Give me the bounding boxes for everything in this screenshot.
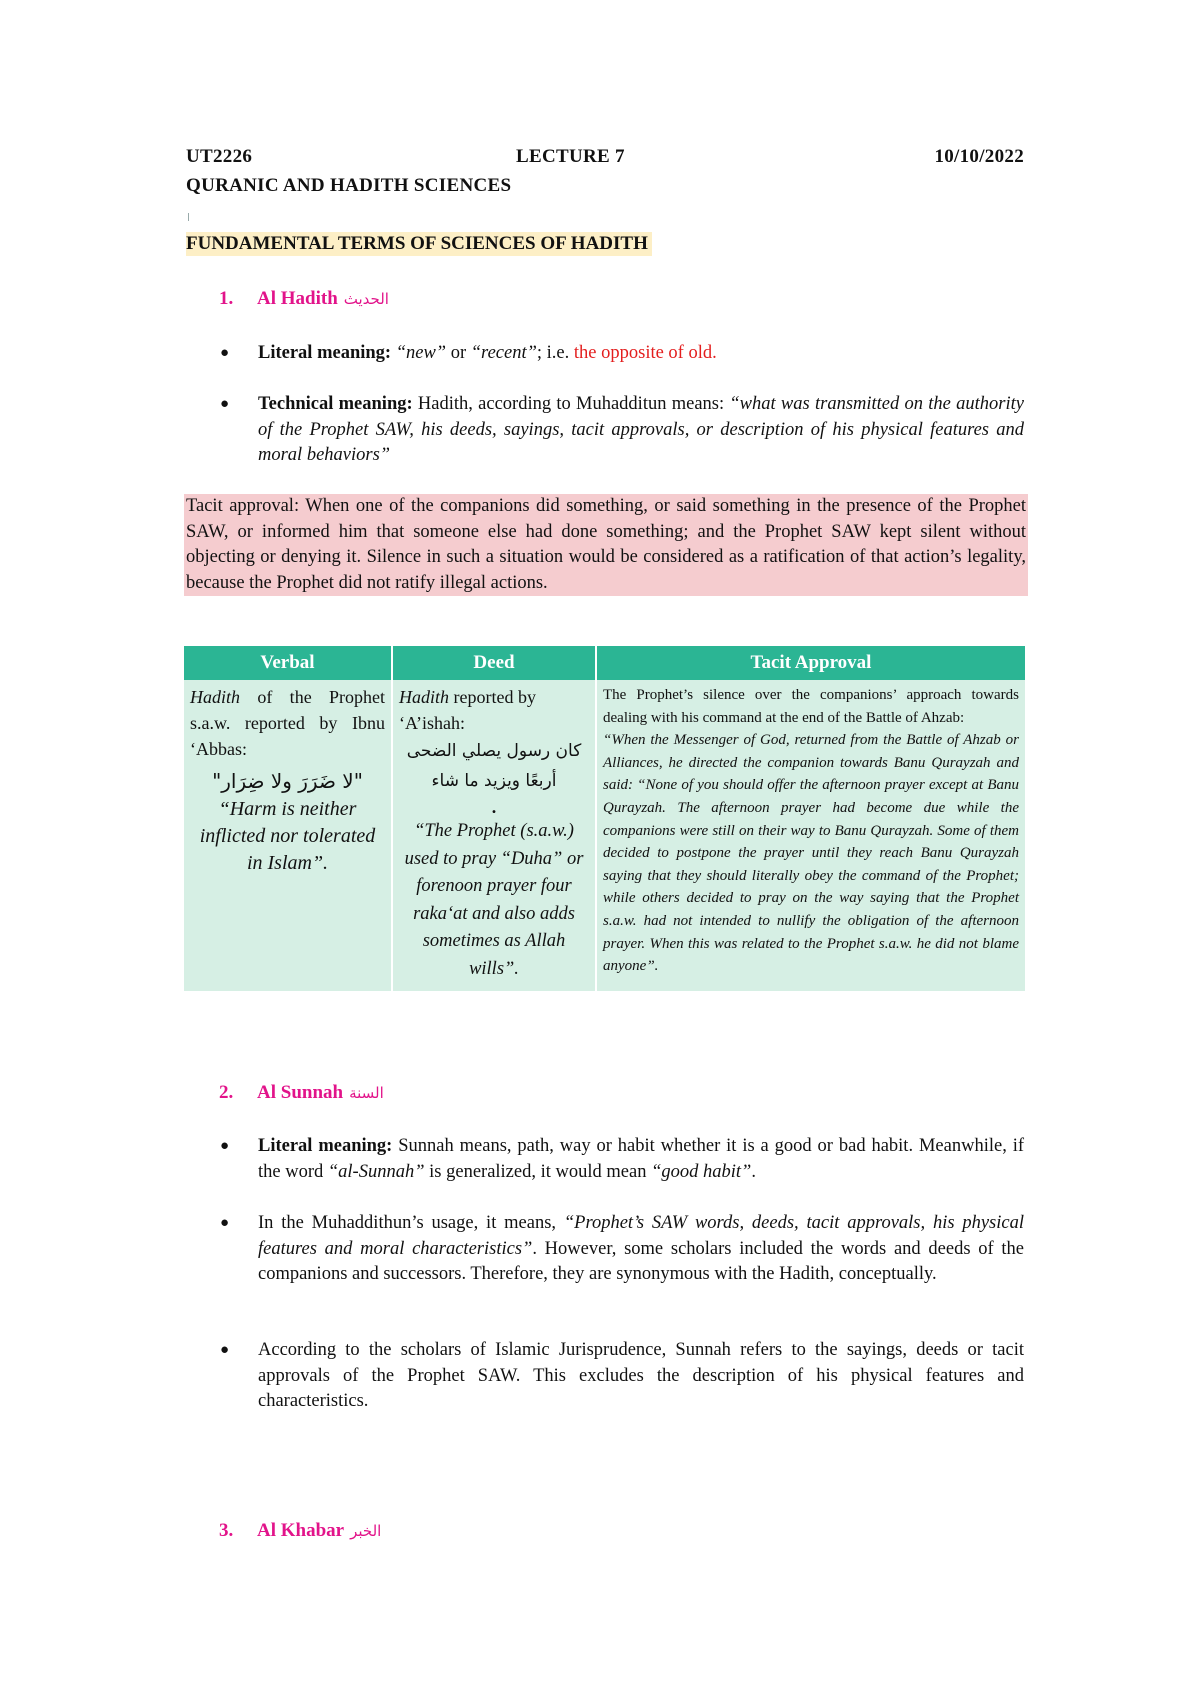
heading-al-hadith xyxy=(219,288,389,310)
heading-arabic: الخبر xyxy=(350,1522,382,1540)
literal-red-text: the opposite of old. xyxy=(573,343,717,363)
literal-quote-good-habit: “good habit” xyxy=(651,1161,752,1182)
heading-number: 1. xyxy=(219,288,234,309)
bullet-icon: ● xyxy=(220,1138,230,1154)
deed-dot: . xyxy=(491,797,497,817)
bullet-icon: ● xyxy=(220,345,230,361)
course-title: QURANIC AND HADITH SCIENCES xyxy=(186,175,512,196)
verbal-intro-rest: of the Prophet s.a.w. reported by Ibnu ‘Abbas: xyxy=(190,687,386,759)
literal-end: . xyxy=(751,1161,756,1182)
literal-quote-new: “new” xyxy=(395,343,447,363)
tacit-cell xyxy=(596,680,1026,991)
bullet-icon: ● xyxy=(220,396,230,412)
literal-label: Literal meaning: xyxy=(258,1136,393,1156)
tacit-approval-note: Tacit approval: When one of the companions did something, or said something in the presence of the Prophet SAW, or informed him that someone else had done something; and the Prophet SAW kept silent without objecting or denying it. Silence in such a situation would be considered as a ratification of that action’s legality, because the Prophet did not ratify illegal actions. xyxy=(184,494,1028,596)
lecture-number: LECTURE 7 xyxy=(516,146,625,167)
deed-intro-rest: reported by ‘A’ishah: xyxy=(399,687,536,733)
heading-arabic: السنة xyxy=(349,1084,384,1102)
literal-text-2: is generalized, it would mean xyxy=(429,1161,647,1182)
usage-text-2: . However, some scholars included the words and deeds of the companions and successors. Therefore, they are synonymous with the Hadith, conceptually. xyxy=(258,1238,1024,1284)
lecture-date: 10/10/2022 xyxy=(934,146,1024,167)
heading-text: Al Sunnah xyxy=(257,1082,344,1103)
usage-quote: “Prophet’s SAW words, deeds, tacit approvals, his physical features and moral characteristics” xyxy=(258,1213,1025,1259)
table-header-verbal: Verbal xyxy=(184,646,392,680)
verbal-intro-italic: Hadith xyxy=(190,687,241,707)
tacit-quote: “When the Messenger of God, returned from the Battle of Ahzab or Alliances, he directed the companion towards Banu Qurayzah and said: “None of you should offer the afternoon prayer except at Banu Qurayzah. The afternoon prayer had become due while the companions were still on their way to Banu Qurayzah. Some of them decided to postpone the prayer until they reach Banu Qurayzah saying that they should literally obey the command of the Prophet; while others decided to pray on the way saying that the Prophet s.a.w. had not intended to nullify the obligation of the afternoon prayer. When this was related to the Prophet s.a.w. he did not blame anyone”. xyxy=(603,732,1019,975)
heading-number: 2. xyxy=(219,1082,234,1103)
literal-ie: ; i.e. xyxy=(536,343,570,363)
heading-al-sunnah xyxy=(219,1082,384,1104)
literal-or: or xyxy=(450,343,467,363)
literal-quote-al-sunnah: “al-Sunnah” xyxy=(327,1161,425,1182)
deed-arabic: كان رسول يصلي الضحى أربعًا ويزيد ما شاء xyxy=(406,741,582,791)
table-header-deed: Deed xyxy=(392,646,596,680)
table-header-tacit: Tacit Approval xyxy=(596,646,1026,680)
literal-text-1: Sunnah means, path, way or habit whether it is a good or bad habit. Meanwhile, if the word xyxy=(258,1136,1025,1182)
heading-number: 3. xyxy=(219,1520,234,1541)
hadith-technical-meaning xyxy=(258,392,1024,469)
sunnah-jurisprudence: According to the scholars of Islamic Jurisprudence, Sunnah refers to the sayings, deeds or tacit approvals of the Prophet SAW. This excludes the description of his physical features and characteristics. xyxy=(258,1340,1024,1411)
literal-quote-recent: “recent” xyxy=(470,343,537,363)
bullet-icon: ● xyxy=(220,1342,230,1358)
hadith-literal-meaning xyxy=(258,341,1024,367)
section-title: FUNDAMENTAL TERMS OF SCIENCES OF HADITH xyxy=(186,232,652,256)
tacit-intro: The Prophet’s silence over the companions’ approach towards dealing with his command at the end of the Battle of Ahzab: xyxy=(603,687,1019,726)
heading-text: Al Khabar xyxy=(257,1520,345,1541)
deed-translation: “The Prophet (s.a.w.) used to pray “Duha” or forenoon prayer four raka‘at and also adds sometimes as Allah wills”. xyxy=(404,821,584,979)
deed-cell xyxy=(392,680,596,991)
verbal-intro xyxy=(190,684,385,762)
literal-label: Literal meaning: xyxy=(258,343,392,363)
verbal-cell xyxy=(184,680,392,991)
bullet-icon: ● xyxy=(220,1215,230,1231)
technical-quote: “what was transmitted on the authority of the Prophet SAW, his deeds, sayings, tacit approvals, or description of his physical features and moral behaviors” xyxy=(258,394,1024,465)
verbal-translation: “Harm is neither inflicted nor tolerated in Islam”. xyxy=(199,798,376,874)
usage-text-1: In the Muhaddithun’s usage, it means, xyxy=(258,1213,557,1233)
hadith-types-table xyxy=(184,646,1027,991)
technical-text: Hadith, according to Muhadditun means: xyxy=(417,394,725,414)
heading-al-khabar xyxy=(219,1520,381,1542)
deed-intro xyxy=(399,684,589,736)
heading-arabic: الحديث xyxy=(343,290,389,308)
heading-text: Al Hadith xyxy=(257,288,338,309)
technical-label: Technical meaning: xyxy=(258,394,413,414)
verbal-arabic: "لا ضَرَرَ ولا ضِرَار" xyxy=(212,769,363,793)
deed-intro-italic: Hadith xyxy=(399,687,450,707)
course-code: UT2226 xyxy=(186,146,253,167)
sunnah-literal-meaning xyxy=(258,1134,1024,1185)
text-cursor-mark xyxy=(188,213,189,221)
sunnah-muhaddithun-usage xyxy=(258,1211,1024,1288)
